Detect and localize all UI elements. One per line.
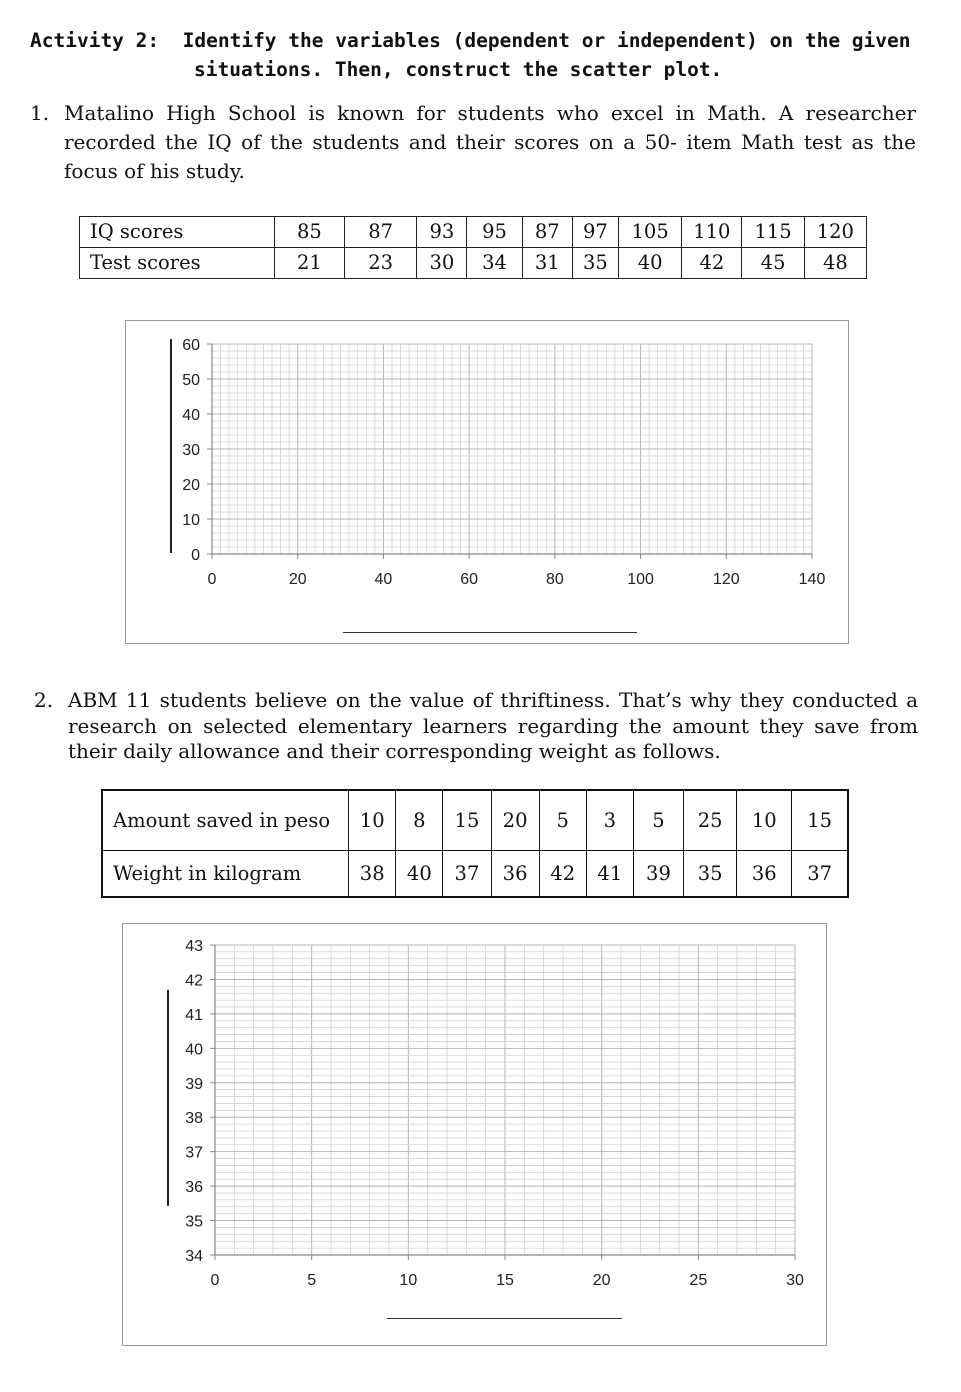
y-tick-label: 20: [182, 477, 200, 494]
table-cell: 8: [396, 790, 443, 851]
table-cell: 3: [586, 790, 633, 851]
answer-blank-2[interactable]: [387, 1318, 622, 1319]
y-tick-label: 43: [185, 938, 203, 955]
table-cell: 34: [467, 248, 522, 279]
x-tick-label: 15: [496, 1272, 514, 1289]
table-cell: 31: [522, 248, 572, 279]
table-cell: 36: [737, 851, 792, 898]
activity-heading: [30, 26, 930, 84]
y-tick-label: 36: [185, 1179, 203, 1197]
y-tick-label: 39: [185, 1075, 203, 1093]
problem-1-text: Matalino High School is known for students who excel in Math. A researcher recorded the IQ of the students and their scores on a 50- item Math test as the focus of his study.: [64, 101, 916, 183]
scatter-plot-2: [122, 923, 827, 1346]
table-cell: 87: [522, 217, 572, 248]
table-cell: 38: [349, 851, 396, 898]
table-cell: 37: [792, 851, 848, 898]
table-cell: 40: [619, 248, 682, 279]
y-tick-label: 42: [185, 972, 203, 990]
table-cell: 36: [491, 851, 539, 898]
problem-2-text: ABM 11 students believe on the value of thriftiness. That’s why they conducted a research on selected elementary learners regarding the amount they save from their daily allowance and their corresponding weight as follows.: [68, 688, 918, 763]
scatter-plot-2-canvas: [123, 924, 826, 1345]
x-tick-label: 20: [592, 1272, 611, 1289]
x-tick-label: 10: [399, 1272, 418, 1289]
y-tick-label: 41: [185, 1006, 203, 1024]
table-cell: 5: [633, 790, 683, 851]
table-cell: 21: [274, 248, 344, 279]
x-tick-label: 0: [210, 1272, 220, 1289]
x-tick-label: 40: [374, 571, 393, 588]
table-cell: 42: [539, 851, 586, 898]
x-tick-label: 80: [545, 571, 564, 588]
table-cell: 10: [349, 790, 396, 851]
table-cell: 25: [684, 790, 737, 851]
table-cell: 40: [396, 851, 443, 898]
iq-row-label: IQ scores: [80, 217, 275, 248]
iq-row: [80, 217, 867, 248]
y-tick-label: 60: [182, 337, 200, 354]
table-cell: 35: [684, 851, 737, 898]
table-cell: 23: [345, 248, 417, 279]
table-cell: 87: [345, 217, 417, 248]
activity-label: Activity 2:: [30, 29, 160, 52]
y-tick-label: 38: [185, 1110, 203, 1128]
x-tick-label: 120: [712, 571, 740, 588]
savings-weight-table: [101, 789, 849, 898]
table-cell: 20: [491, 790, 539, 851]
x-tick-label: 0: [207, 571, 217, 588]
problem-1: [30, 99, 916, 186]
y-tick-label: 40: [182, 407, 200, 424]
activity-instruction-line2: situations. Then, construct the scatter plot.: [194, 58, 723, 81]
table-cell: 120: [804, 217, 866, 248]
y-tick-label: 50: [182, 372, 200, 389]
activity-instruction-line1: Identify the variables (dependent or independent) on the given: [182, 29, 911, 52]
answer-blank-1[interactable]: [343, 632, 637, 633]
table-cell: 95: [467, 217, 522, 248]
x-tick-label: 60: [460, 571, 479, 588]
table-cell: 10: [737, 790, 792, 851]
x-tick-label: 5: [307, 1272, 317, 1289]
table-cell: 105: [619, 217, 682, 248]
table-cell: 39: [633, 851, 683, 898]
scatter-plot-1-canvas: [126, 321, 848, 643]
table-cell: 15: [792, 790, 848, 851]
y-tick-label: 34: [185, 1248, 203, 1265]
test-row: [80, 248, 867, 279]
x-tick-label: 100: [627, 571, 654, 588]
x-tick-label: 25: [689, 1272, 708, 1289]
table-cell: 37: [443, 851, 491, 898]
table-cell: 45: [742, 248, 804, 279]
table-cell: 93: [417, 217, 467, 248]
table-cell: 110: [682, 217, 742, 248]
savings-row: [102, 790, 848, 851]
test-row-label: Test scores: [80, 248, 275, 279]
weight-row-label: Weight in kilogram: [102, 851, 349, 898]
table-cell: 48: [804, 248, 866, 279]
problem-2-number: 2.: [34, 688, 54, 712]
table-cell: 30: [417, 248, 467, 279]
savings-row-label: Amount saved in peso: [102, 790, 349, 851]
table-cell: 42: [682, 248, 742, 279]
iq-test-table: [79, 216, 867, 279]
x-tick-label: 140: [798, 571, 826, 588]
y-tick-label: 30: [182, 442, 200, 459]
y-tick-label: 37: [185, 1144, 203, 1162]
problem-2: [34, 688, 918, 765]
y-tick-label: 0: [191, 547, 200, 564]
problem-1-number: 1.: [30, 101, 50, 125]
scatter-plot-1: [125, 320, 849, 644]
weight-row: [102, 851, 848, 898]
table-cell: 41: [586, 851, 633, 898]
y-tick-label: 35: [185, 1213, 203, 1231]
table-cell: 115: [742, 217, 804, 248]
y-tick-label: 10: [182, 512, 200, 529]
table-cell: 85: [274, 217, 344, 248]
x-tick-label: 20: [288, 571, 307, 588]
y-tick-label: 40: [185, 1041, 203, 1059]
table-cell: 35: [572, 248, 618, 279]
table-cell: 15: [443, 790, 491, 851]
table-cell: 97: [572, 217, 618, 248]
table-cell: 5: [539, 790, 586, 851]
x-tick-label: 30: [786, 1272, 804, 1289]
